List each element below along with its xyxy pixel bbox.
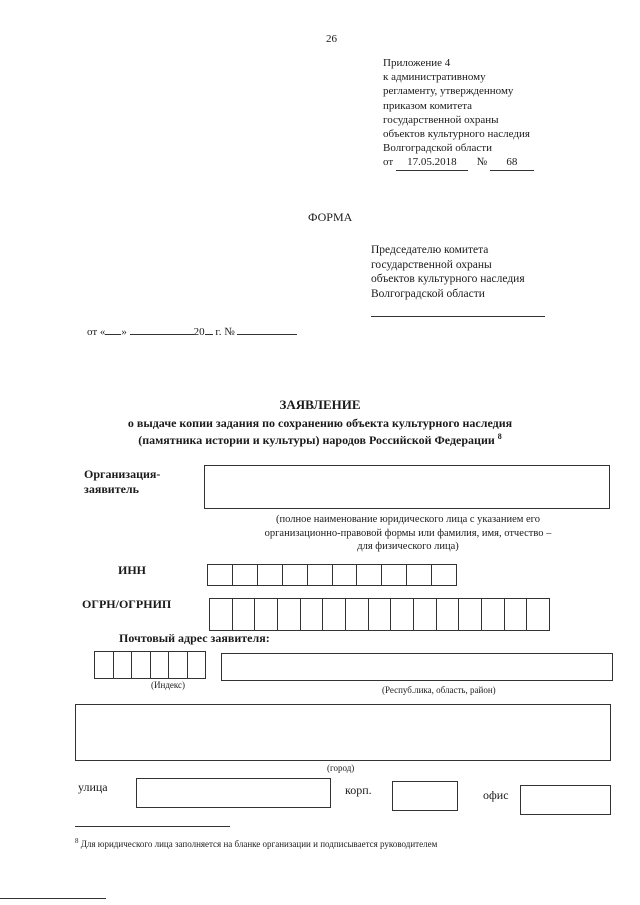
document-title: ЗАЯВЛЕНИЕ (279, 397, 361, 412)
postal-label: Почтовый адрес заявителя: (119, 631, 270, 645)
korp-label: корп. (345, 783, 372, 797)
street-label: улица (78, 780, 108, 794)
appendix-line: объектов культурного наследия (383, 128, 530, 141)
appendix-block (383, 56, 534, 171)
addressee-block (371, 243, 525, 301)
inn-label: ИНН (118, 563, 147, 577)
ogrn-label: ОГРН/ОГРНИП (82, 597, 172, 611)
appendix-line: Волгоградской области (383, 142, 492, 155)
street-field[interactable] (136, 778, 331, 808)
addressee-line: Председателю комитета (371, 244, 489, 256)
addressee-line: объектов культурного наследия (371, 273, 525, 286)
addressee-signature-line (371, 316, 545, 317)
appendix-date: 17.05.2018 (396, 155, 468, 170)
date-close: » (121, 326, 127, 338)
date-open: от « (87, 326, 106, 338)
addressee-line: государственной охраны (371, 258, 492, 271)
subtitle-line-1: о выдаче копии задания по сохранению объекта культурного наследия (127, 416, 513, 430)
appendix-line: Приложение 4 (383, 57, 451, 69)
document-subtitle (0, 416, 640, 447)
month-blank (130, 334, 194, 335)
year-suffix: г. № (215, 326, 235, 338)
page-edge-line (0, 898, 106, 899)
date-prefix: от (383, 156, 394, 169)
form-label: ФОРМА (308, 210, 353, 224)
footnote: $^8$ Для юридического лица заполняется на бланке организации и подписывается руководителем (75, 837, 438, 849)
region-hint: (Респуб.лика, область, район) (382, 685, 496, 695)
addressee-line: Волгоградской области (371, 287, 485, 300)
subtitle-line-2: (памятника истории и культуры) народов Российской Федерации $^8$ (138, 432, 502, 447)
appendix-date-row (383, 155, 534, 170)
page-number: 26 (326, 33, 337, 45)
korp-field[interactable] (392, 781, 458, 811)
appendix-number: 68 (490, 155, 534, 170)
inn-cells[interactable] (207, 564, 457, 586)
appendix-line: государственной охраны (383, 113, 499, 126)
office-field[interactable] (520, 785, 611, 815)
city-hint: (город) (327, 763, 355, 773)
date-number-row (87, 325, 297, 339)
number-blank (237, 334, 297, 335)
index-hint: (Индекс) (151, 680, 186, 690)
office-label: офис (483, 788, 509, 802)
appendix-line: регламенту, утвержденному (383, 85, 514, 98)
year-prefix: 20 (193, 326, 205, 338)
org-hint: (полное наименование юридического лица с указанием его организационно-правовой формы или фамилия, имя, отчество – для физического лица) (264, 514, 552, 552)
year-blank (205, 334, 213, 335)
number-prefix: № (476, 156, 488, 169)
footnote-ref: 8 (497, 432, 502, 441)
appendix-line: приказом комитета (383, 99, 473, 112)
ogrn-cells[interactable] (209, 598, 550, 631)
org-name-field[interactable] (204, 465, 610, 509)
appendix-line: к административному (383, 71, 486, 84)
day-blank (105, 334, 121, 335)
region-field[interactable] (221, 653, 613, 681)
city-field[interactable] (75, 704, 611, 761)
postal-index-cells[interactable] (94, 651, 206, 679)
org-label: Организация- заявитель (84, 467, 161, 496)
footnote-rule (75, 826, 230, 827)
